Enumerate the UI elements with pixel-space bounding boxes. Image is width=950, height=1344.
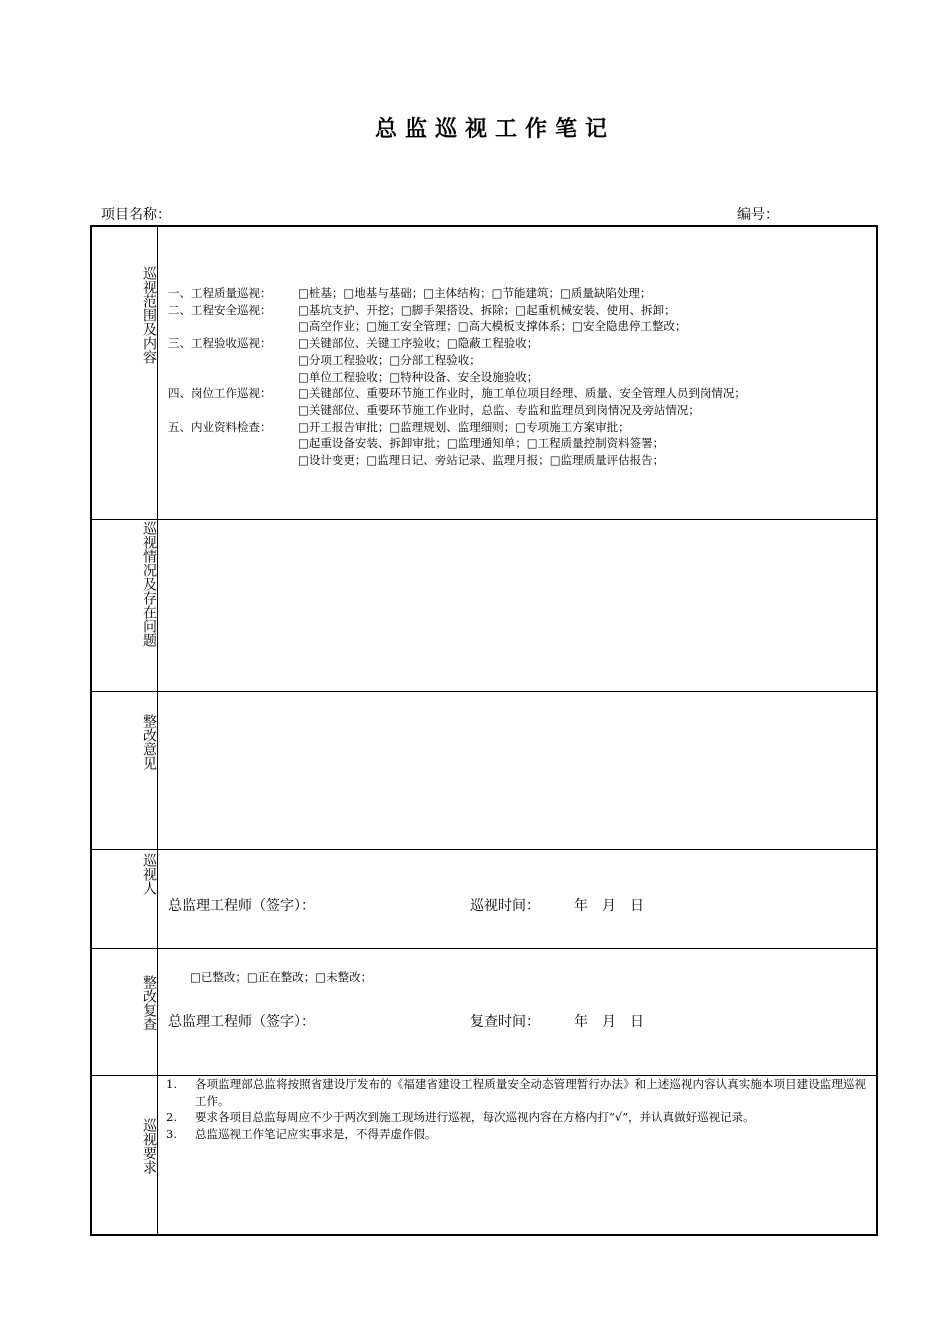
scope-category: 二、工程安全巡视：: [168, 302, 272, 317]
inspector-label-cell: [92, 850, 158, 949]
situation-label: 巡视情况及存在问题: [141, 521, 157, 647]
scope-checkbox-items[interactable]: □关键部位、关键工序验收；□隐蔽工程验收；: [298, 336, 539, 351]
inspector-date: 年 月 日: [574, 898, 644, 914]
scope-line: [168, 435, 746, 452]
scope-checkbox-items[interactable]: □关键部位、重要环节施工作业时，施工单位项目经理、质量、安全管理人员到岗情况；: [298, 386, 746, 401]
scope-category: 四、岗位工作巡视：: [168, 386, 272, 401]
requirement-item: [166, 1076, 866, 1109]
scope-label: 巡视范围及内容: [141, 266, 157, 364]
inspector-sign-label: 总监理工程师（签字）：: [168, 898, 315, 914]
scope-category: [168, 318, 298, 335]
scope-category: [168, 402, 298, 419]
rectify-content[interactable]: [158, 692, 876, 850]
review-status-options[interactable]: □已整改；□正在整改；□未整改；: [190, 970, 373, 984]
requirement-item: [166, 1109, 866, 1126]
scope-line: [168, 285, 746, 302]
situation-row: [92, 519, 876, 692]
scope-line: [168, 452, 746, 469]
scope-line: [168, 419, 746, 436]
scope-line: [168, 352, 746, 369]
requirement-item: [166, 1126, 866, 1143]
requirement-number: 3.: [166, 1126, 177, 1141]
review-date: 年 月 日: [574, 1014, 644, 1030]
requirement-text: 要求各项目总监每周应不少于两次到施工现场进行巡视，每次巡视内容在方格内打“√”，并认真做好巡视记录。: [195, 1110, 755, 1124]
requirements-label: 巡视要求: [141, 1118, 157, 1174]
scope-checkbox-items[interactable]: □单位工程验收；□特种设备、安全设施验收；: [298, 369, 539, 384]
scope-row: [92, 227, 876, 519]
scope-label-cell: [92, 227, 158, 519]
scope-category: 三、工程验收巡视：: [168, 336, 272, 351]
scope-line: [168, 385, 746, 402]
requirement-text: 总监巡视工作笔记应实事求是，不得弄虚作假。: [195, 1126, 437, 1141]
rectify-row: [92, 691, 876, 850]
scope-checkbox-items[interactable]: □关键部位、重要环节施工作业时，总监、专监和监理员到岗情况及旁站情况；: [298, 402, 700, 417]
review-label: 整改复查: [141, 975, 157, 1031]
number-label: 编号：: [737, 207, 779, 223]
requirement-number: 1.: [166, 1077, 177, 1091]
scope-line: [168, 302, 746, 319]
scope-category: [168, 369, 298, 386]
requirement-number: 2.: [166, 1110, 177, 1124]
requirements-row: [92, 1075, 876, 1235]
scope-category: [168, 352, 298, 369]
scope-line: [168, 318, 746, 335]
scope-category: [168, 452, 298, 469]
scope-checkbox-items[interactable]: □分项工程验收；□分部工程验收；: [298, 352, 481, 367]
scope-checkbox-items[interactable]: □起重设备安装、拆卸审批；□监理通知单；□工程质量控制资料签署；: [298, 436, 665, 451]
inspector-row: [92, 849, 876, 949]
requirements-content: [158, 1076, 876, 1235]
situation-content[interactable]: [158, 520, 876, 692]
review-label-cell: [92, 949, 158, 1076]
review-time-label: 复查时间：: [470, 1014, 540, 1030]
requirements-label-cell: [92, 1076, 158, 1235]
inspector-label: 巡视人: [141, 853, 157, 895]
inspector-content: [158, 850, 876, 949]
scope-line: [168, 369, 746, 386]
requirements-list: [166, 1076, 866, 1142]
scope-list: [168, 285, 746, 469]
scope-checkbox-items[interactable]: □基坑支护、开挖；□脚手架搭设、拆除；□起重机械安装、使用、拆卸；: [298, 302, 676, 317]
scope-category: 一、工程质量巡视：: [168, 286, 272, 300]
page-title: 总监巡视工作笔记: [374, 117, 615, 142]
scope-checkbox-items[interactable]: □桩基；□地基与基础；□主体结构；□节能建筑；□质量缺陷处理；: [298, 286, 652, 300]
rectify-label: 整改意见: [141, 714, 157, 770]
scope-category: [168, 435, 298, 452]
scope-line: [168, 335, 746, 352]
rectify-label-cell: [92, 692, 158, 850]
scope-content[interactable]: [158, 227, 876, 519]
review-content: [158, 949, 876, 1076]
scope-checkbox-items[interactable]: □设计变更；□监理日记、旁站记录、监理月报；□监理质量评估报告；: [298, 453, 665, 468]
review-sign-label: 总监理工程师（签字）：: [168, 1014, 315, 1030]
notes-table: [90, 225, 878, 1236]
requirement-text: 各项监理部总监将按照省建设厅发布的《福建省建设工程质量安全动态管理暂行办法》和上述巡视内容认真实施本项目建设监理巡视工作。: [195, 1077, 866, 1108]
scope-line: [168, 402, 746, 419]
review-row: [92, 948, 876, 1076]
scope-checkbox-items[interactable]: □高空作业；□施工安全管理；□高大模板支撑体系；□安全隐患停工整改；: [298, 319, 687, 334]
situation-label-cell: [92, 520, 158, 692]
scope-checkbox-items[interactable]: □开工报告审批；□监理规划、监理细则；□专项施工方案审批；: [298, 419, 630, 434]
scope-category: 五、内业资料检查：: [168, 419, 272, 434]
inspector-time-label: 巡视时间：: [470, 898, 540, 914]
project-name-label: 项目名称：: [101, 207, 171, 223]
